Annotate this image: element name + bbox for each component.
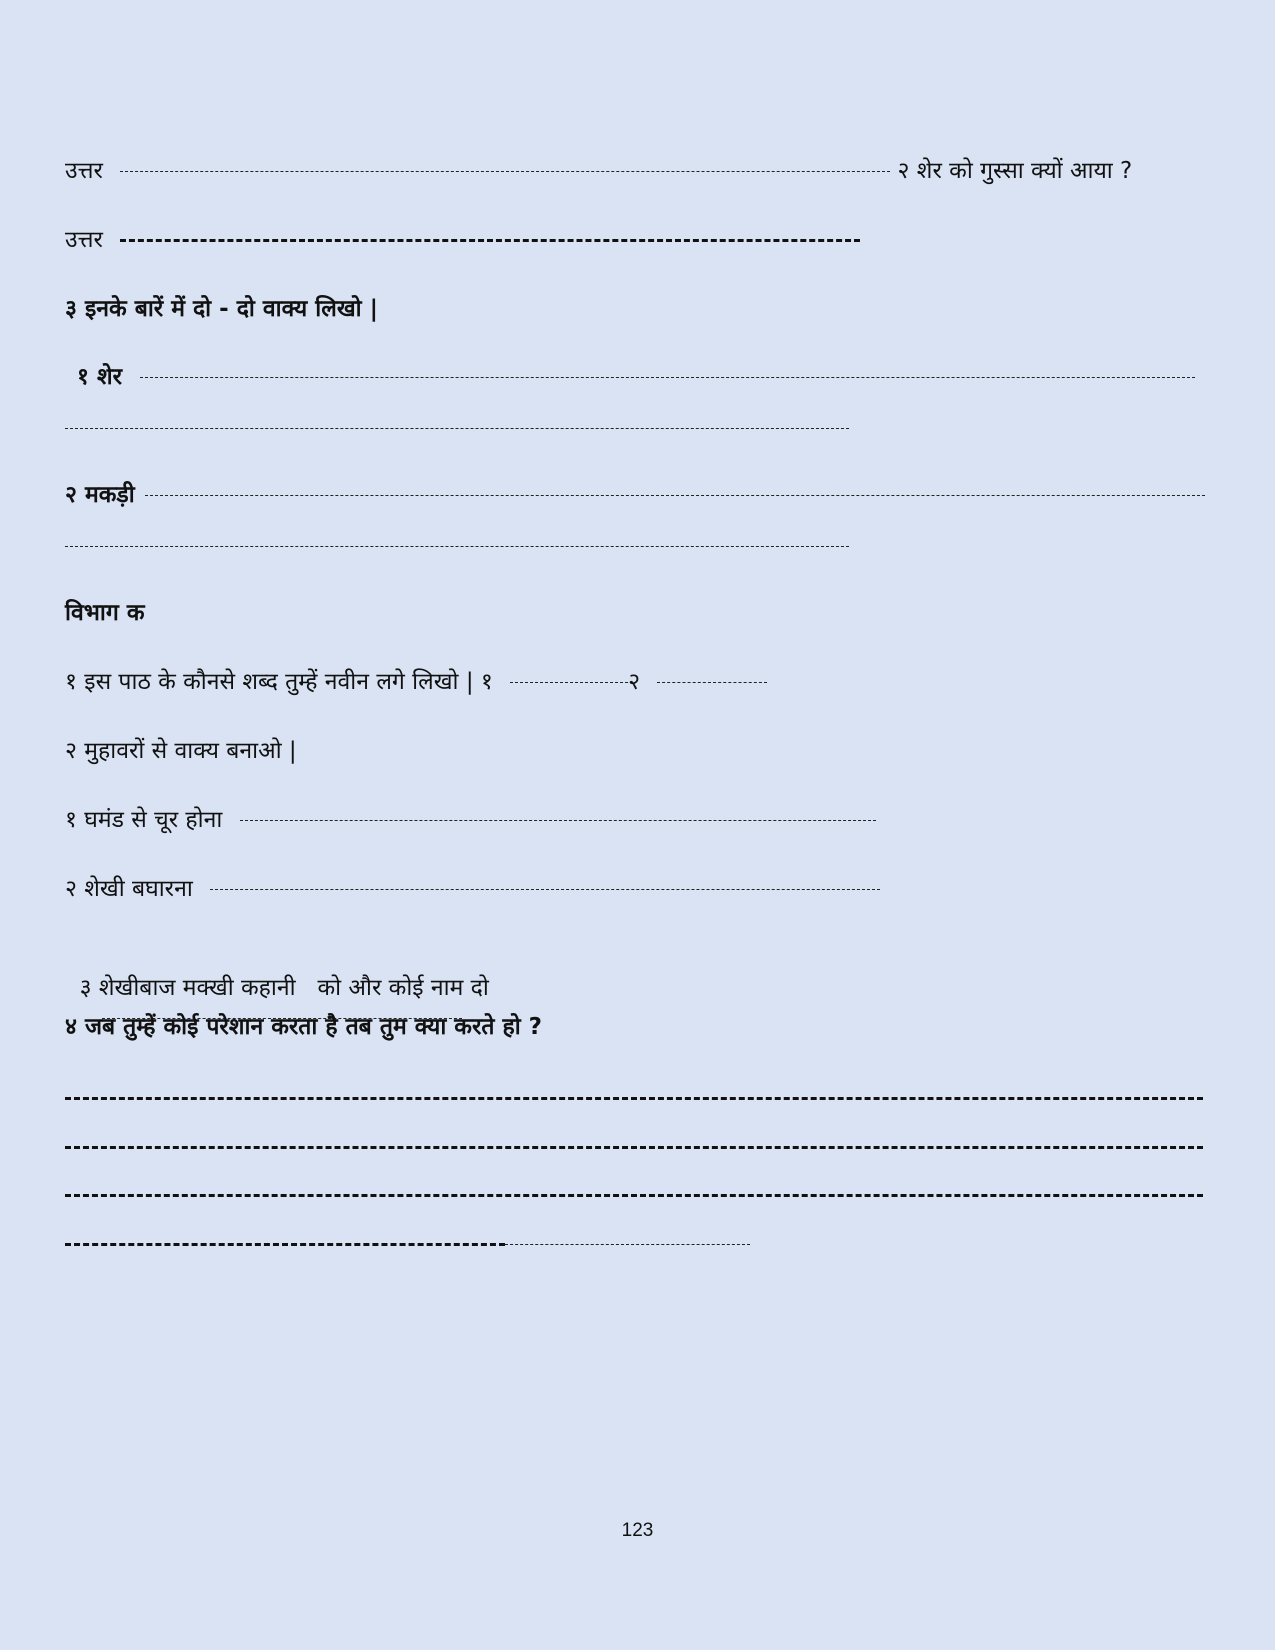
question-text: ३ शेखीबाज मक्खी कहानी को और कोई नाम दो [79, 975, 489, 1001]
answer-label: उत्तर [65, 227, 103, 253]
answer-blank-line[interactable] [65, 1146, 1203, 1149]
idiom-item-1 [65, 805, 876, 835]
answer-blank-line[interactable] [505, 1244, 750, 1245]
page-number: 123 [621, 1520, 654, 1541]
answer-blank-2[interactable] [657, 682, 767, 683]
answer-blank[interactable] [210, 889, 880, 890]
question-idioms: २ मुहावरों से वाक्य बनाओ | [65, 738, 297, 764]
answer-blank-line[interactable] [65, 1194, 1203, 1197]
section-title: विभाग क [65, 600, 145, 626]
question-text: १ इस पाठ के कौनसे शब्द तुम्हें नवीन लगे लिखो | १ [65, 669, 493, 695]
item-sher [77, 362, 1195, 392]
idiom-item-2 [65, 874, 880, 904]
answer-blank[interactable] [145, 495, 1205, 496]
answer-blank-line[interactable] [65, 428, 849, 429]
question-new-words [65, 667, 767, 697]
answer-label: उत्तर [65, 158, 103, 184]
idiom-label: १ घमंड से चूर होना [65, 807, 223, 833]
answer-blank-line[interactable] [65, 1097, 1203, 1100]
answer-blank-1[interactable] [510, 682, 628, 683]
item-label: २ मकड़ी [65, 482, 135, 508]
question-heading: ३ इनके बारें में दो - दो वाक्य लिखो | [65, 296, 378, 322]
answer-blank[interactable] [120, 171, 890, 172]
answer-line-1 [65, 156, 1132, 186]
answer-blank[interactable] [120, 239, 860, 242]
item-makdi [65, 480, 1205, 510]
answer-blank[interactable] [140, 377, 1195, 378]
answer-line-2 [65, 225, 860, 255]
answer-blank-line[interactable] [65, 1243, 505, 1246]
question-text: २ शेर को गुस्सा क्यों आया ? [897, 158, 1133, 184]
question-heading: ४ जब तुम्हें कोई परेशान करता है तब तुम क्या करते हो ? [65, 1014, 543, 1040]
idiom-label: २ शेखी बघारना [65, 876, 193, 902]
blank-number: २ [628, 669, 641, 695]
answer-blank[interactable] [240, 820, 876, 821]
item-label: १ शेर [77, 364, 123, 390]
answer-blank-line[interactable] [65, 546, 849, 547]
